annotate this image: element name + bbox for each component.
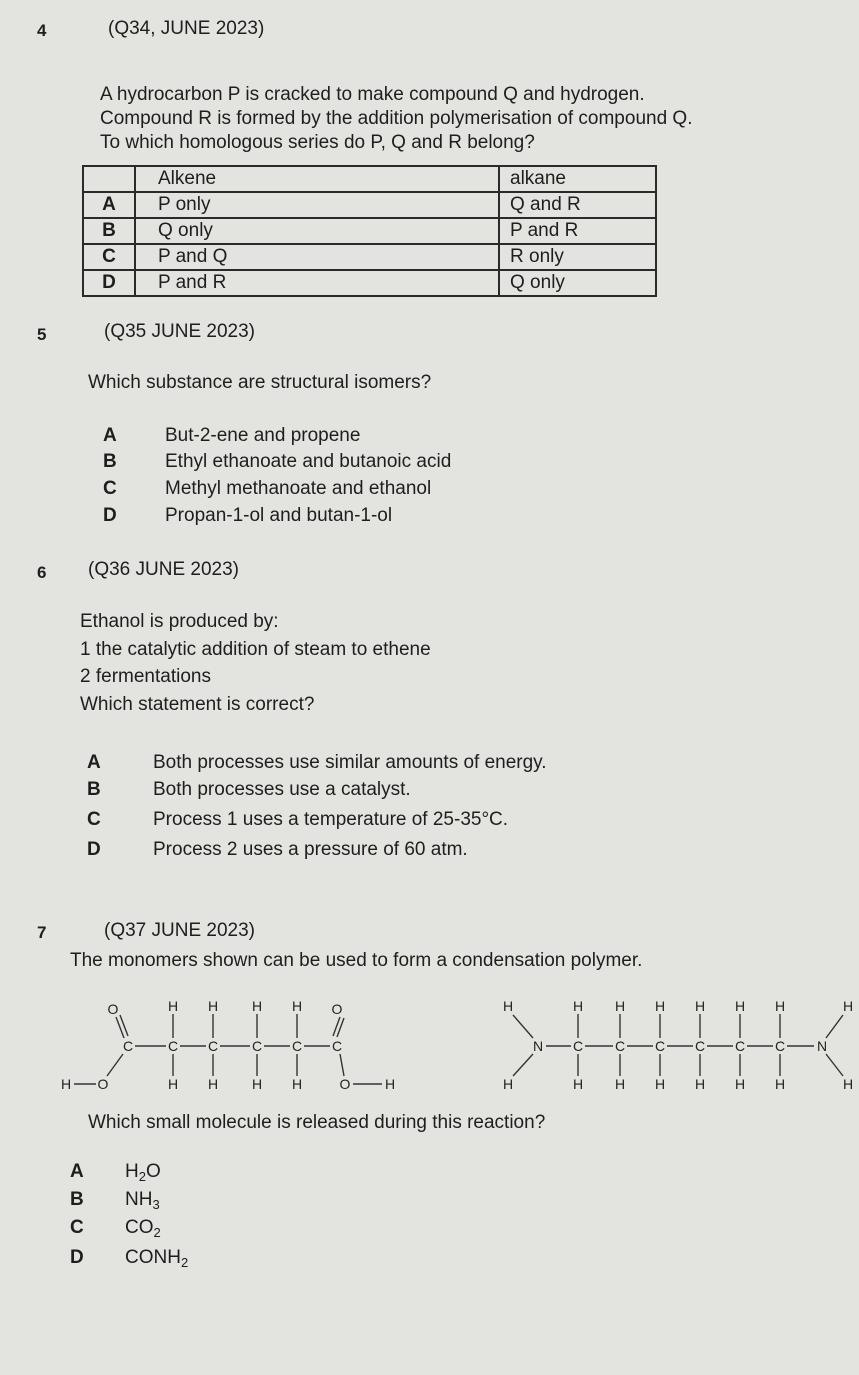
question-number-4: 4: [37, 21, 47, 40]
atom-h: H: [654, 998, 666, 1014]
question-number-6: 6: [37, 563, 47, 582]
option-letter: C: [87, 809, 101, 830]
option-letter: D: [87, 839, 101, 860]
atom-h: H: [774, 998, 786, 1014]
atom-h: H: [502, 1076, 514, 1092]
table-cell: A: [83, 192, 135, 218]
atom-c: C: [167, 1038, 179, 1054]
bond: [513, 1015, 533, 1038]
atom-h: H: [842, 998, 854, 1014]
question-text: Compound R is formed by the addition polymerisation of compound Q.: [100, 108, 693, 129]
option-formula: [125, 1189, 160, 1211]
option-text: Process 2 uses a pressure of 60 atm.: [153, 839, 468, 860]
atom-h: H: [207, 1076, 219, 1092]
question-text: Which statement is correct?: [80, 694, 315, 715]
bond: [116, 1017, 124, 1038]
option-letter: A: [87, 752, 101, 773]
bond: [826, 1054, 843, 1076]
atom-h: H: [654, 1076, 666, 1092]
atom-h: H: [167, 998, 179, 1014]
atom-h: H: [572, 1076, 584, 1092]
option-letter: A: [103, 425, 117, 446]
atom-h: H: [614, 998, 626, 1014]
atom-h: H: [251, 998, 263, 1014]
atom-o: O: [331, 1001, 343, 1017]
atom-h: H: [502, 998, 514, 1014]
atom-o: O: [107, 1001, 119, 1017]
atom-c: C: [734, 1038, 746, 1054]
table-header: alkane: [499, 166, 656, 192]
table-cell: Q only: [499, 270, 656, 296]
atom-n: N: [816, 1038, 828, 1054]
bond: [340, 1054, 344, 1076]
atom-h: H: [734, 998, 746, 1014]
atom-c: C: [207, 1038, 219, 1054]
table-cell: Q and R: [499, 192, 656, 218]
atom-h: H: [251, 1076, 263, 1092]
table-cell: P and R: [499, 218, 656, 244]
question-heading: (Q34, JUNE 2023): [108, 18, 265, 39]
atom-o: O: [97, 1076, 109, 1092]
atom-h: H: [384, 1076, 396, 1092]
question-number-7: 7: [37, 923, 47, 942]
question-number-5: 5: [37, 325, 47, 344]
atom-h: H: [60, 1076, 72, 1092]
question-heading: (Q35 JUNE 2023): [104, 321, 256, 342]
table-cell: D: [83, 270, 135, 296]
formula-main: CO: [125, 1217, 154, 1238]
formula-tail: O: [145, 1161, 161, 1182]
formula-main: NH: [125, 1189, 153, 1210]
atom-h: H: [614, 1076, 626, 1092]
atom-c: C: [251, 1038, 263, 1054]
bond: [513, 1054, 533, 1076]
option-letter: C: [103, 478, 117, 499]
option-formula: [125, 1247, 188, 1269]
atom-c: C: [774, 1038, 786, 1054]
formula-sub: 2: [138, 1169, 146, 1184]
table-header: Alkene: [135, 166, 499, 192]
atom-n: N: [532, 1038, 544, 1054]
option-letter: A: [70, 1161, 84, 1182]
atom-c: C: [122, 1038, 134, 1054]
atom-c: C: [572, 1038, 584, 1054]
question-text: To which homologous series do P, Q and R belong?: [100, 132, 535, 153]
atom-h: H: [167, 1076, 179, 1092]
atom-h: H: [774, 1076, 786, 1092]
formula-main: H: [125, 1161, 139, 1182]
atom-o: O: [339, 1076, 351, 1092]
table-cell: Q only: [135, 218, 499, 244]
option-letter: B: [103, 451, 117, 472]
atom-c: C: [654, 1038, 666, 1054]
atom-h: H: [291, 1076, 303, 1092]
formula-main: CONH: [125, 1247, 181, 1268]
question-text: The monomers shown can be used to form a condensation polymer.: [70, 950, 643, 971]
atom-c: C: [291, 1038, 303, 1054]
option-formula: [125, 1217, 161, 1239]
option-text: Methyl methanoate and ethanol: [165, 478, 432, 499]
bond: [107, 1054, 123, 1076]
formula-sub: 2: [180, 1255, 189, 1270]
table-cell: P only: [135, 192, 499, 218]
question-heading: (Q36 JUNE 2023): [88, 559, 240, 580]
atom-c: C: [331, 1038, 343, 1054]
option-letter: B: [87, 779, 101, 800]
table-cell: B: [83, 218, 135, 244]
question-text: A hydrocarbon P is cracked to make compound Q and hydrogen.: [100, 84, 645, 105]
option-letter: B: [70, 1189, 84, 1210]
question-text: Which small molecule is released during this reaction?: [88, 1112, 546, 1133]
option-text: Propan-1-ol and butan-1-ol: [165, 505, 393, 526]
question-heading: (Q37 JUNE 2023): [104, 920, 256, 941]
question-text: 2 fermentations: [80, 666, 211, 687]
table-cell: C: [83, 244, 135, 270]
atom-h: H: [694, 998, 706, 1014]
option-text: Both processes use similar amounts of energy.: [153, 752, 547, 773]
option-text: Ethyl ethanoate and butanoic acid: [165, 451, 452, 472]
option-text: But-2-ene and propene: [165, 425, 361, 446]
option-letter: C: [70, 1217, 84, 1238]
atom-h: H: [734, 1076, 746, 1092]
atom-h: H: [842, 1076, 854, 1092]
atom-h: H: [572, 998, 584, 1014]
bond: [120, 1015, 128, 1036]
table-cell: P and Q: [135, 244, 499, 270]
table-cell: R only: [499, 244, 656, 270]
bond: [826, 1015, 843, 1038]
formula-sub: 2: [153, 1225, 161, 1240]
atom-c: C: [614, 1038, 626, 1054]
option-letter: D: [103, 505, 117, 526]
option-letter: D: [70, 1247, 84, 1268]
atom-c: C: [694, 1038, 706, 1054]
table-cell: P and R: [135, 270, 499, 296]
formula-sub: 3: [152, 1197, 160, 1212]
option-text: Both processes use a catalyst.: [153, 779, 411, 800]
question-text: 1 the catalytic addition of steam to ethene: [80, 639, 431, 660]
atom-h: H: [694, 1076, 706, 1092]
question-text: Ethanol is produced by:: [80, 611, 279, 632]
atom-h: H: [291, 998, 303, 1014]
option-formula: [125, 1161, 161, 1183]
atom-h: H: [207, 998, 219, 1014]
question-text: Which substance are structural isomers?: [88, 372, 432, 393]
option-text: Process 1 uses a temperature of 25-35°C.: [153, 809, 509, 830]
